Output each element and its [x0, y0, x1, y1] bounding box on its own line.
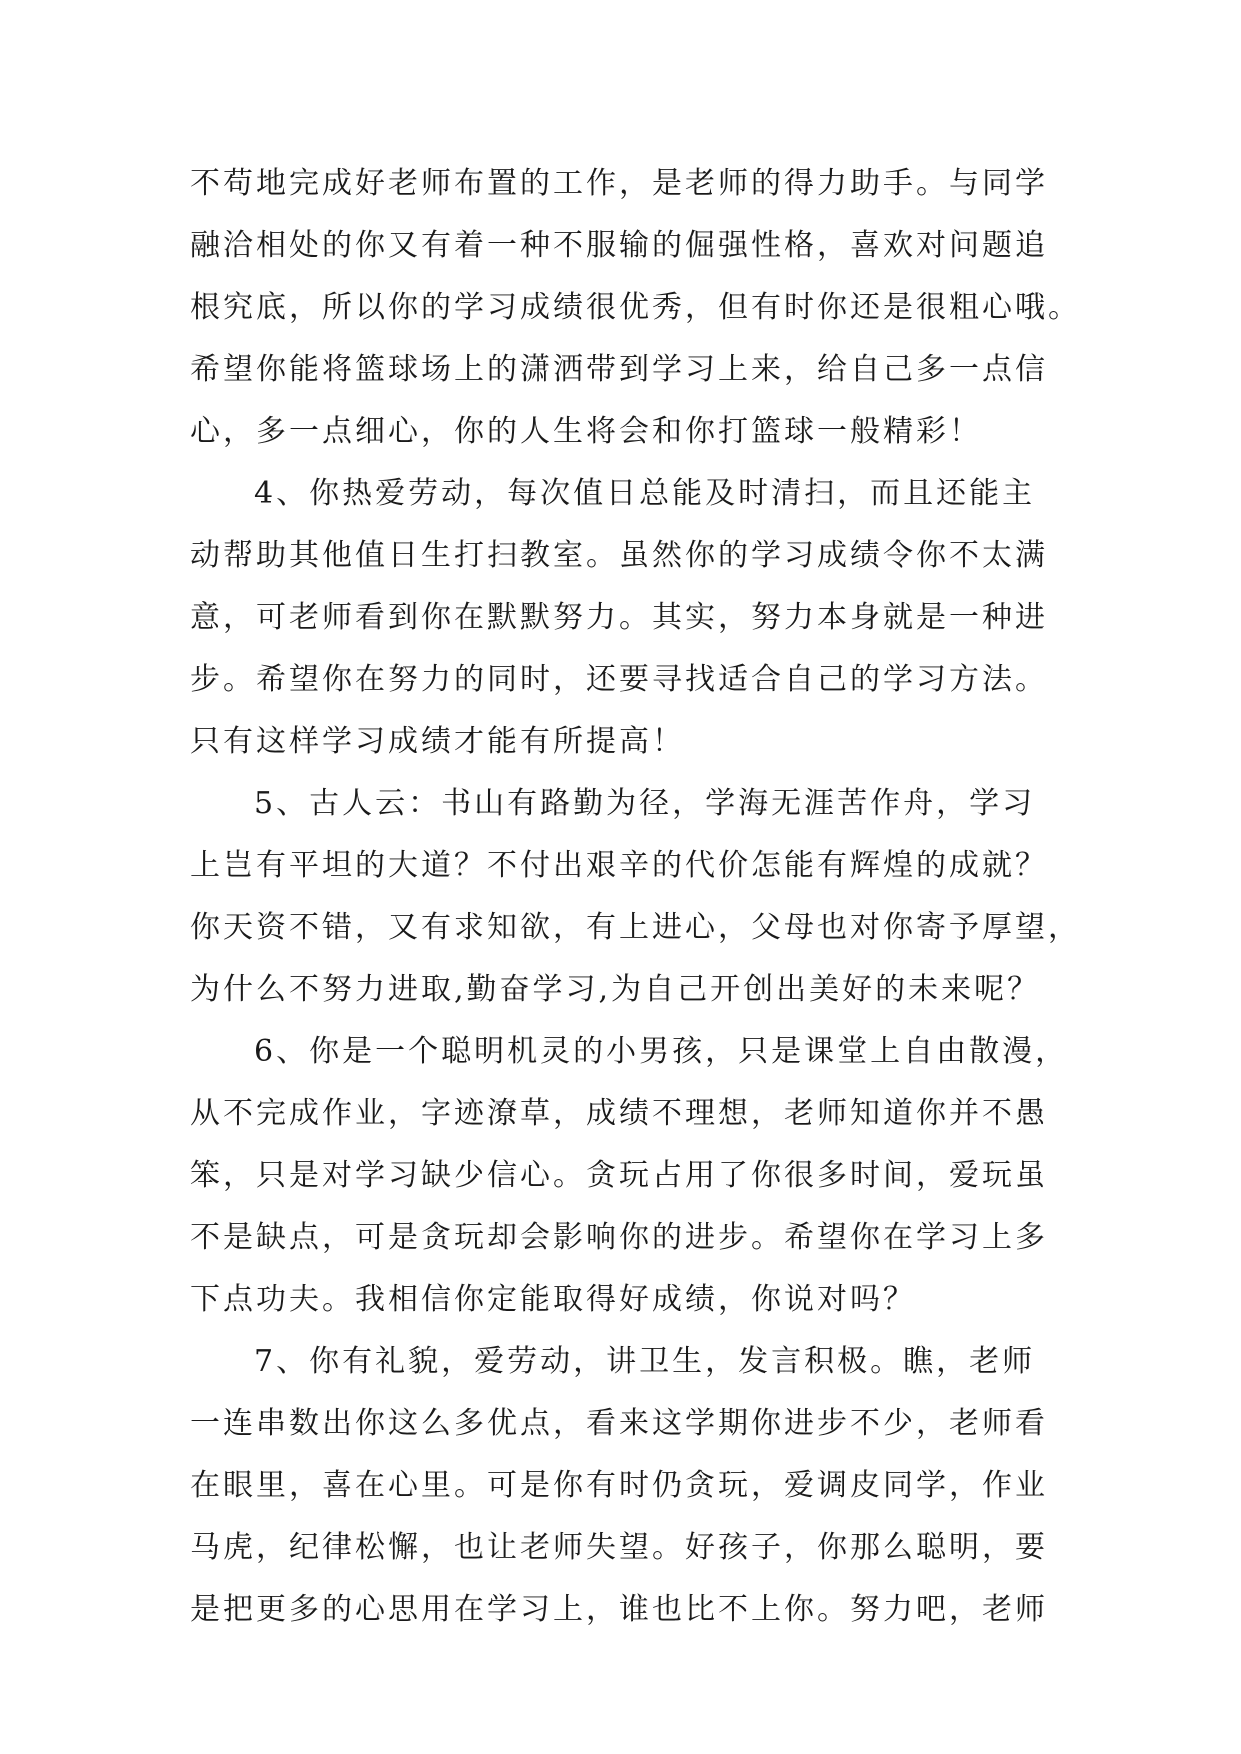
- text-line: 马虎，纪律松懈，也让老师失望。好孩子，你那么聪明，要: [190, 1530, 1048, 1565]
- text-line: 下点功夫。我相信你定能取得好成绩，你说对吗？: [190, 1282, 916, 1317]
- text-line: 不是缺点，可是贪玩却会影响你的进步。希望你在学习上多: [190, 1220, 1048, 1255]
- text-line: 融洽相处的你又有着一种不服输的倔强性格，喜欢对问题追: [190, 228, 1048, 263]
- text-line: 一连串数出你这么多优点，看来这学期你进步不少，老师看: [190, 1406, 1048, 1441]
- paragraph-start-line: 4、你热爱劳动，每次值日总能及时清扫，而且还能主: [254, 476, 1036, 511]
- text-line: 从不完成作业，字迹潦草，成绩不理想，老师知道你并不愚: [190, 1096, 1048, 1131]
- text-line: 笨，只是对学习缺少信心。贪玩占用了你很多时间，爱玩虽: [190, 1158, 1048, 1193]
- paragraph-start-line: 6、你是一个聪明机灵的小男孩，只是课堂上自由散漫，: [254, 1034, 1069, 1069]
- text-line: 上岂有平坦的大道？不付出艰辛的代价怎能有辉煌的成就？: [190, 848, 1048, 883]
- text-line: 步。希望你在努力的同时，还要寻找适合自己的学习方法。: [190, 662, 1048, 697]
- text-line: 是把更多的心思用在学习上，谁也比不上你。努力吧，老师: [190, 1592, 1048, 1627]
- text-line: 不苟地完成好老师布置的工作，是老师的得力助手。与同学: [190, 166, 1048, 201]
- text-line: 只有这样学习成绩才能有所提高！: [190, 724, 685, 759]
- paragraph-start-line: 5、古人云：书山有路勤为径，学海无涯苦作舟，学习: [254, 786, 1036, 821]
- text-line: 你天资不错，又有求知欲，有上进心，父母也对你寄予厚望，: [190, 910, 1081, 945]
- text-line: 根究底，所以你的学习成绩很优秀，但有时你还是很粗心哦。: [190, 290, 1081, 325]
- text-line: 动帮助其他值日生打扫教室。虽然你的学习成绩令你不太满: [190, 538, 1048, 573]
- paragraph-start-line: 7、你有礼貌，爱劳动，讲卫生，发言积极。瞧，老师: [254, 1344, 1036, 1379]
- text-line: 意，可老师看到你在默默努力。其实，努力本身就是一种进: [190, 600, 1048, 635]
- text-line: 在眼里，喜在心里。可是你有时仍贪玩，爱调皮同学，作业: [190, 1468, 1048, 1503]
- text-line: 为什么不努力进取,勤奋学习,为自己开创出美好的未来呢？: [190, 972, 1041, 1007]
- document-body: [190, 153, 1081, 1641]
- text-line: 心，多一点细心，你的人生将会和你打篮球一般精彩！: [190, 414, 982, 449]
- text-line: 希望你能将篮球场上的潇洒带到学习上来，给自己多一点信: [190, 352, 1048, 387]
